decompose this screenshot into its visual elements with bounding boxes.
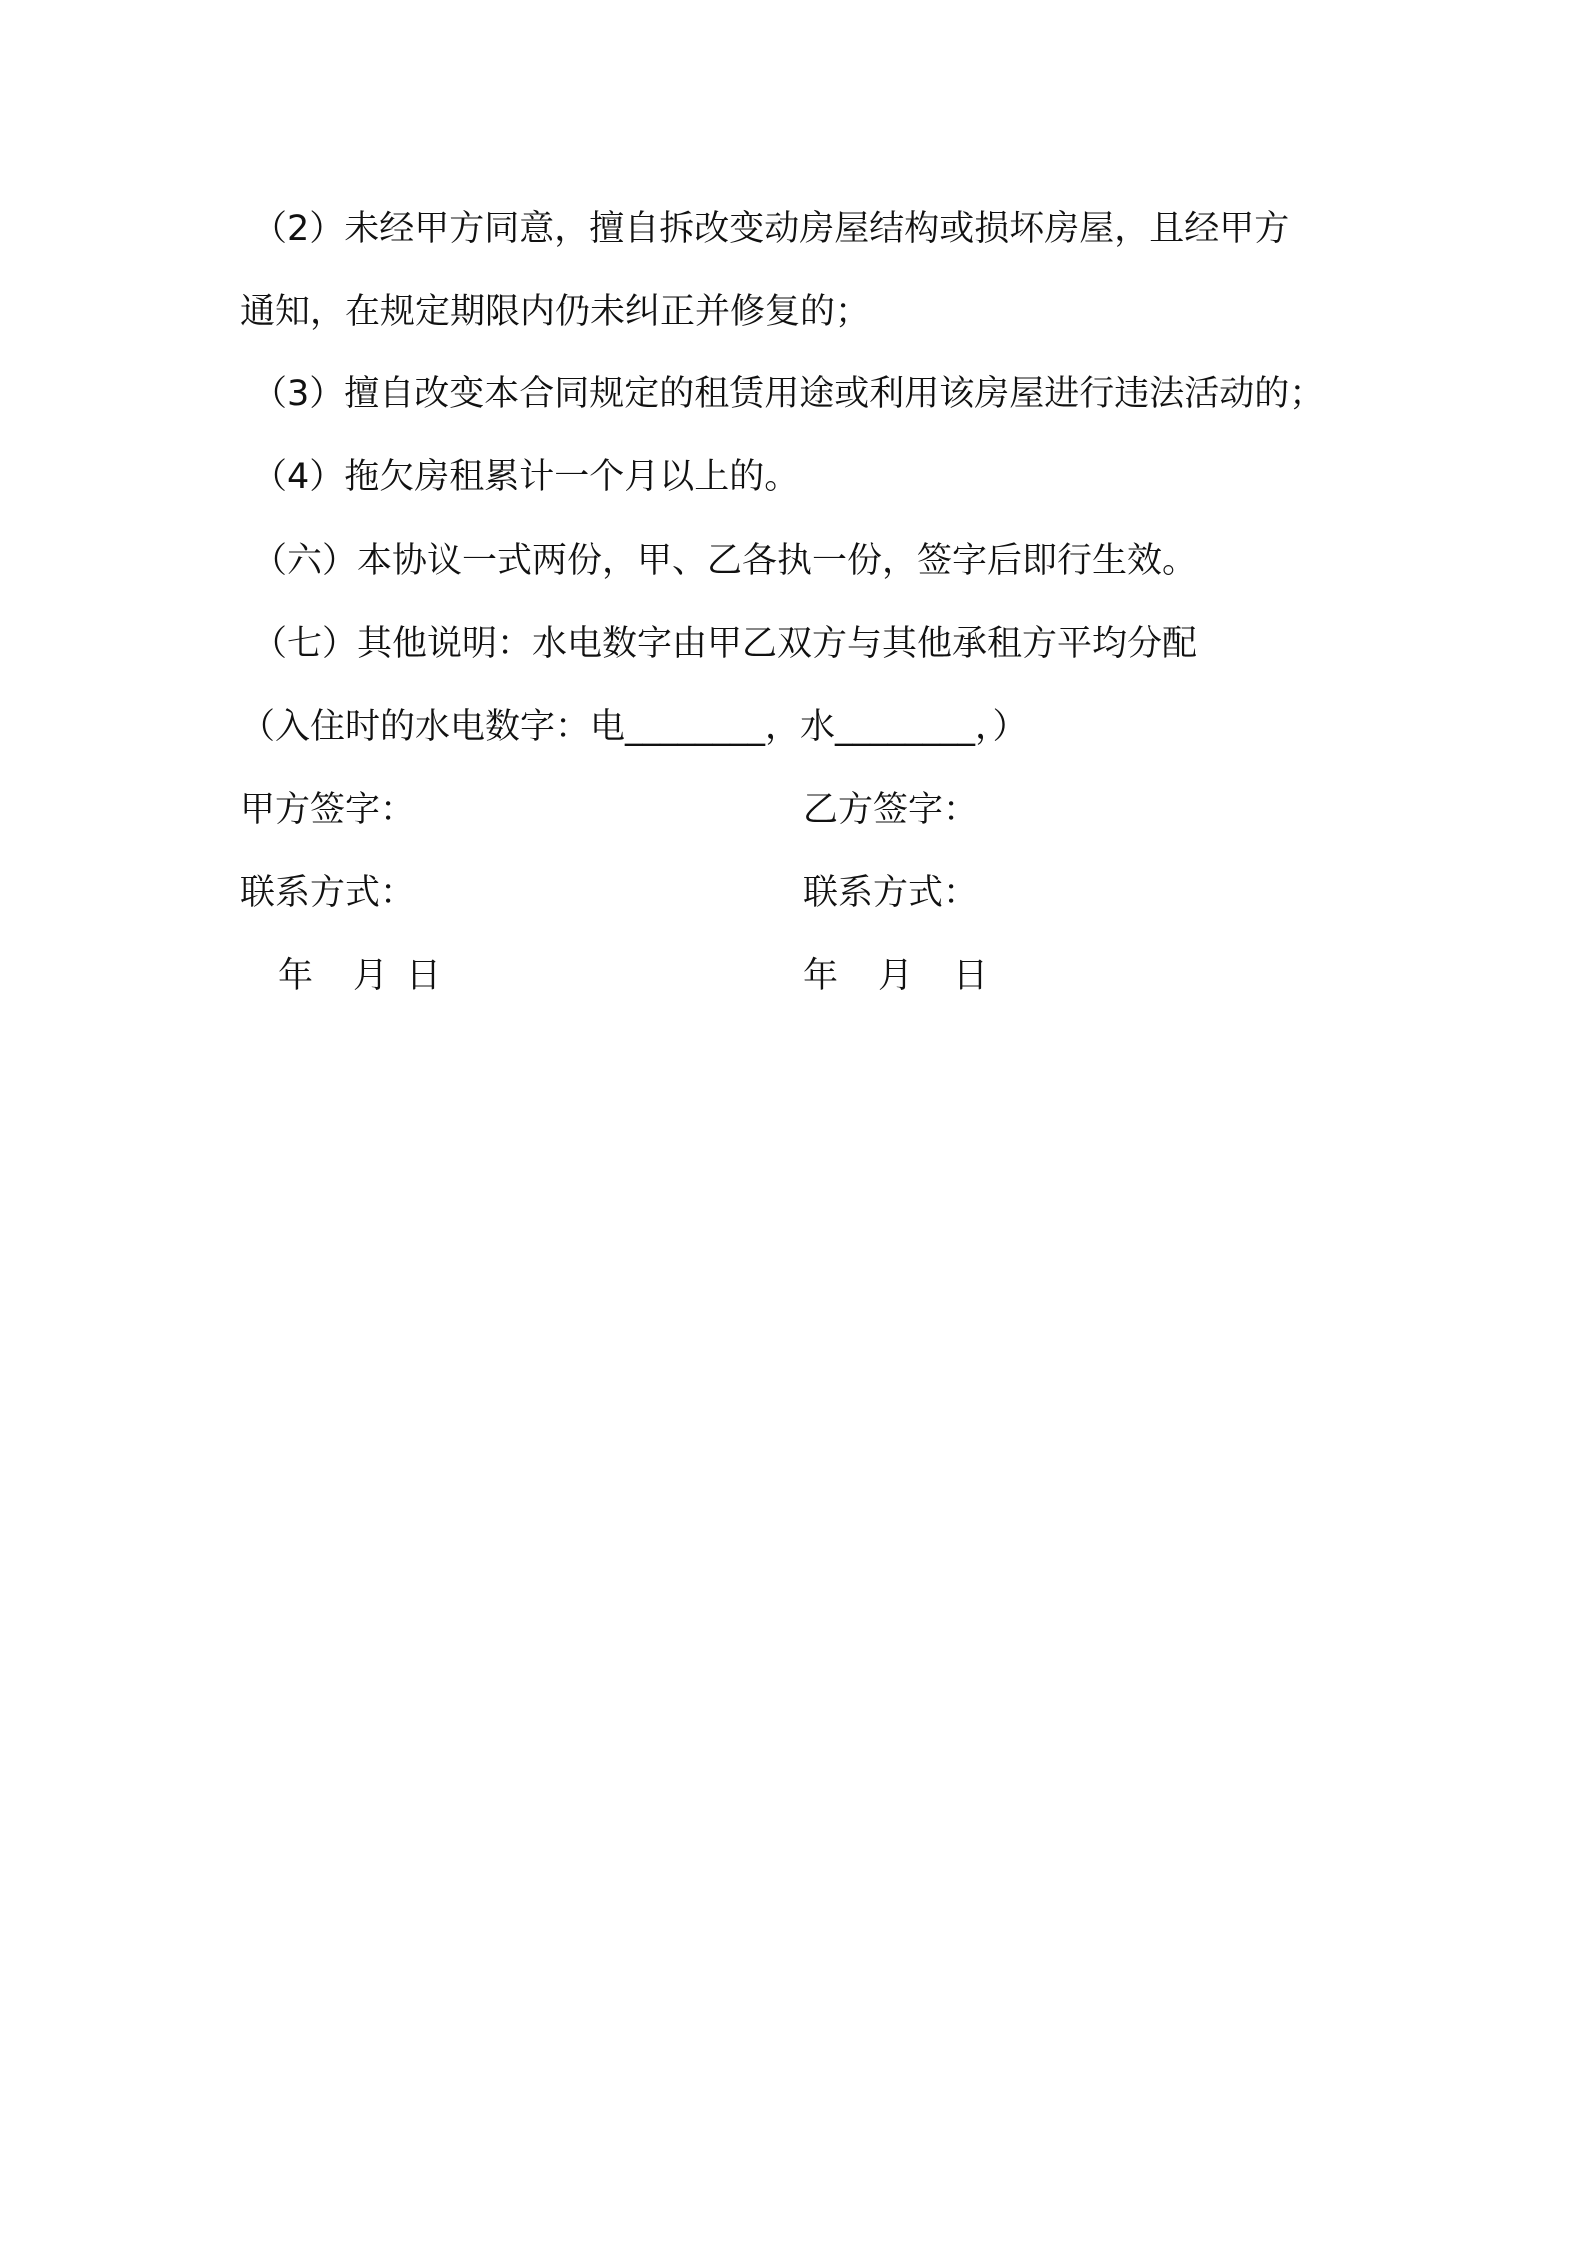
clause-2-line-2: 通知，在规定期限内仍未纠正并修复的； [240, 292, 871, 332]
party-b-contact-label: 联系方式： [803, 873, 979, 913]
clause-2-line-1: （2）未经甲方同意，擅自拆改变动房屋结构或损坏房屋，且经甲方 [252, 209, 1290, 249]
year-label: 年 [803, 956, 839, 996]
party-b-signature-label: 乙方签字： [803, 790, 979, 830]
month-label: 月 [878, 956, 914, 996]
party-b-date [803, 952, 988, 1000]
clause-4: （4）拖欠房租累计一个月以上的。 [252, 457, 800, 497]
party-a-contact-label: 联系方式： [240, 873, 416, 913]
date-row [240, 952, 1340, 1000]
party-a-signature-label: 甲方签字： [240, 790, 416, 830]
clause-seven: （七）其他说明：水电数字由甲乙双方与其他承租方平均分配 [252, 624, 1198, 664]
party-a-date [278, 952, 441, 1000]
month-label: 月 [353, 956, 389, 996]
day-label: 日 [406, 956, 442, 996]
clause-3: （3）擅自改变本合同规定的租赁用途或利用该房屋进行违法活动的； [252, 374, 1325, 414]
day-label: 日 [953, 956, 989, 996]
utility-readings: （入住时的水电数字：电________，水________，） [240, 707, 1028, 747]
signature-row [240, 786, 1340, 834]
contact-row [240, 869, 1340, 917]
clause-six: （六）本协议一式两份，甲、乙各执一份，签字后即行生效。 [252, 541, 1198, 581]
year-label: 年 [278, 956, 314, 996]
